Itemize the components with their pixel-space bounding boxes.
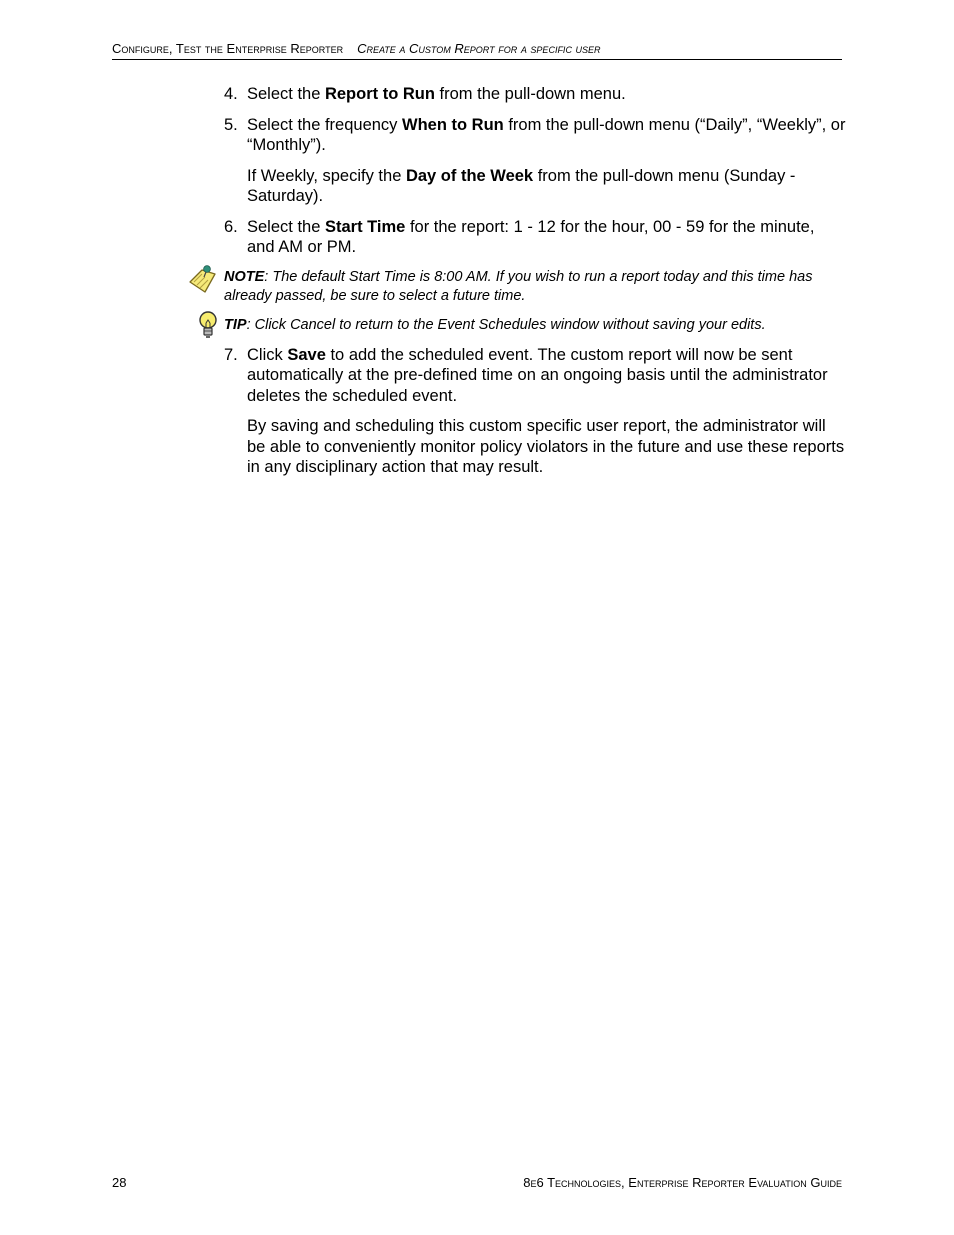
ui-term: Report to Run: [324, 85, 435, 103]
ui-term: When to Run: [402, 115, 504, 134]
note-label: NOTE: [224, 268, 265, 285]
step-5: [224, 115, 846, 207]
header-section: Create a Custom Report for a specific user: [357, 41, 601, 56]
step-number: 5.: [224, 115, 238, 134]
tip-callout: [224, 316, 846, 335]
text-run: Select the: [247, 217, 325, 236]
step-number: 7.: [224, 345, 238, 364]
ui-term: Start Time: [324, 217, 406, 236]
text-run: Click: [247, 345, 288, 364]
tip-label: TIP: [224, 316, 247, 333]
text-run: to add the scheduled event. The custom report will now be sent automatically at the pre-defined time on an ongoing basis until the administrator deletes the scheduled event.: [247, 345, 828, 405]
step-paragraph: [247, 115, 846, 156]
text-run: Select the: [247, 85, 325, 103]
text-run: from the pull-down menu (Sunday - Saturday).: [247, 166, 796, 205]
lightbulb-icon: [196, 310, 220, 340]
step-number: 6.: [224, 217, 238, 236]
step-7: [224, 345, 846, 478]
step-paragraph: [247, 416, 846, 478]
step-paragraph: [247, 84, 846, 105]
step-4: [224, 84, 846, 105]
text-run: By saving and scheduling this custom specific user report, the administrator will be able to conveniently monitor policy violators in the future and use these reports in any disciplinary action that may result.: [247, 417, 845, 476]
text-run: If Weekly, specify the: [247, 166, 406, 185]
step-6: [224, 217, 846, 258]
text-run: from the pull-down menu (“Daily”, “Weekly”, or “Monthly”).: [247, 115, 846, 154]
note-text: : The default Start Time is 8:00 AM. If you wish to run a report today and this time has already passed, be sure to select a future time.: [224, 268, 813, 304]
step-number: 4.: [224, 85, 238, 103]
running-header: [112, 41, 842, 60]
step-paragraph: [247, 345, 846, 407]
page-number: 28: [112, 1175, 127, 1190]
note-callout: [224, 268, 846, 306]
page-content: [224, 84, 846, 488]
book-title: 8e6 Technologies, Enterprise Reporter Evaluation Guide: [523, 1175, 842, 1190]
tip-text: : Click Cancel to return to the Event Schedules window without saving your edits.: [246, 316, 766, 333]
text-run: from the pull-down menu.: [434, 85, 626, 103]
text-run: for the report: 1 - 12 for the hour, 00 - 59 for the minute, and AM or PM.: [247, 217, 815, 256]
ui-term: Save: [287, 345, 326, 364]
header-chapter: Configure, Test the Enterprise Reporter: [112, 41, 344, 56]
note-pad-icon: [186, 264, 218, 296]
step-paragraph: [247, 166, 846, 207]
step-paragraph: [247, 217, 846, 258]
ui-term: Day of the Week: [405, 166, 534, 185]
text-run: Select the frequency: [247, 115, 403, 134]
